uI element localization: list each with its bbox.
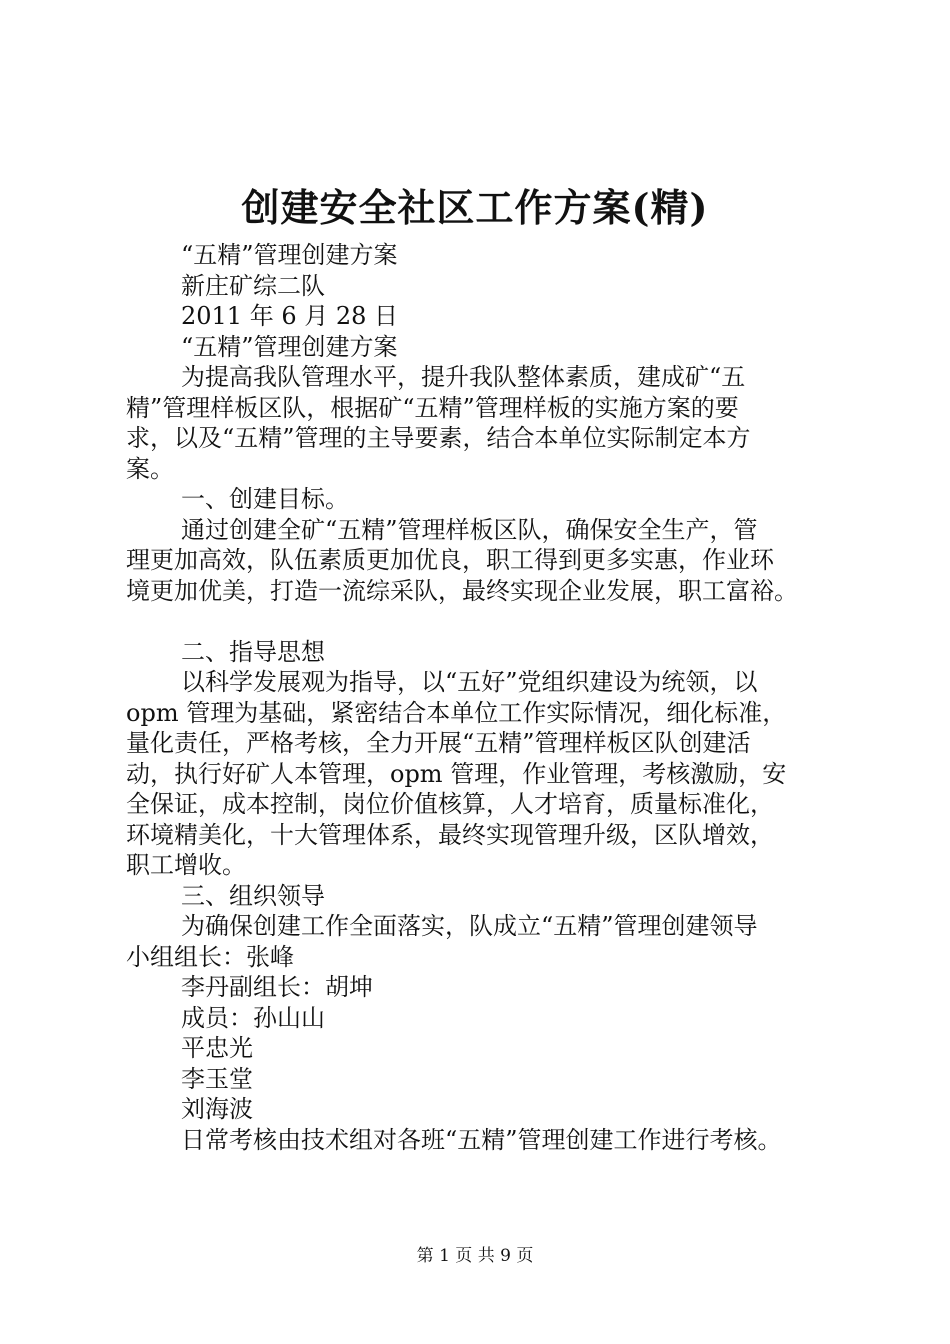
text-line: opm 管理为基础，紧密结合本单位工作实际情况，细化标准，	[126, 698, 787, 727]
document-title: 创建安全社区工作方案(精)	[241, 185, 709, 230]
text-line: 二、指导思想	[181, 637, 325, 666]
text-line: 为确保创建工作全面落实，队成立“五精”管理创建领导	[181, 912, 758, 940]
text-line: 平忠光	[181, 1034, 253, 1062]
text-line: 精”管理样板区队，根据矿“五精”管理样板的实施方案的要	[126, 393, 739, 422]
text-line: 量化责任，严格考核，全力开展“五精”管理样板区队创建活	[126, 729, 751, 757]
text-line: 理更加高效，队伍素质更加优良，职工得到更多实惠，作业环	[126, 546, 774, 574]
text-line: 成员：孙山山	[181, 1003, 325, 1032]
text-line: 新庄矿综二队	[181, 271, 325, 300]
text-line: 求，以及“五精”管理的主导要素，结合本单位实际制定本方	[126, 424, 751, 452]
text-line: 以科学发展观为指导，以“五好”党组织建设为统领，以	[181, 668, 758, 696]
text-line: 李玉堂	[181, 1064, 253, 1093]
text-line: 境更加优美，打造一流综采队，最终实现企业发展，职工富裕。	[126, 576, 798, 605]
text-line: 日常考核由技术组对各班“五精”管理创建工作进行考核。	[181, 1125, 782, 1154]
document-body	[126, 240, 846, 1155]
text-line: 案。	[126, 454, 174, 483]
text-line: 通过创建全矿“五精”管理样板区队，确保安全生产，管	[181, 515, 758, 544]
text-line: 小组组长：张峰	[126, 942, 294, 971]
text-line: 动，执行好矿人本管理，opm 管理，作业管理，考核激励，安	[126, 759, 787, 788]
text-line: 环境精美化，十大管理体系，最终实现管理升级，区队增效，	[126, 820, 774, 849]
text-line: 职工增收。	[126, 851, 246, 879]
text-line: 为提高我队管理水平，提升我队整体素质，建成矿“五	[181, 363, 746, 391]
text-line: “五精”管理创建方案	[181, 332, 398, 361]
text-line: 一、创建目标。	[181, 485, 349, 513]
text-line: 全保证，成本控制，岗位价值核算，人才培育，质量标准化，	[126, 790, 774, 818]
blank-line	[126, 606, 846, 637]
page-footer: 第 1 页 共 9 页	[416, 1246, 534, 1266]
text-line: 三、组织领导	[181, 881, 325, 910]
text-line: “五精”管理创建方案	[181, 241, 398, 269]
text-line: 李丹副组长：胡坤	[181, 973, 373, 1001]
text-line: 刘海波	[181, 1095, 253, 1123]
text-line: 2011 年 6 月 28 日	[181, 302, 399, 330]
